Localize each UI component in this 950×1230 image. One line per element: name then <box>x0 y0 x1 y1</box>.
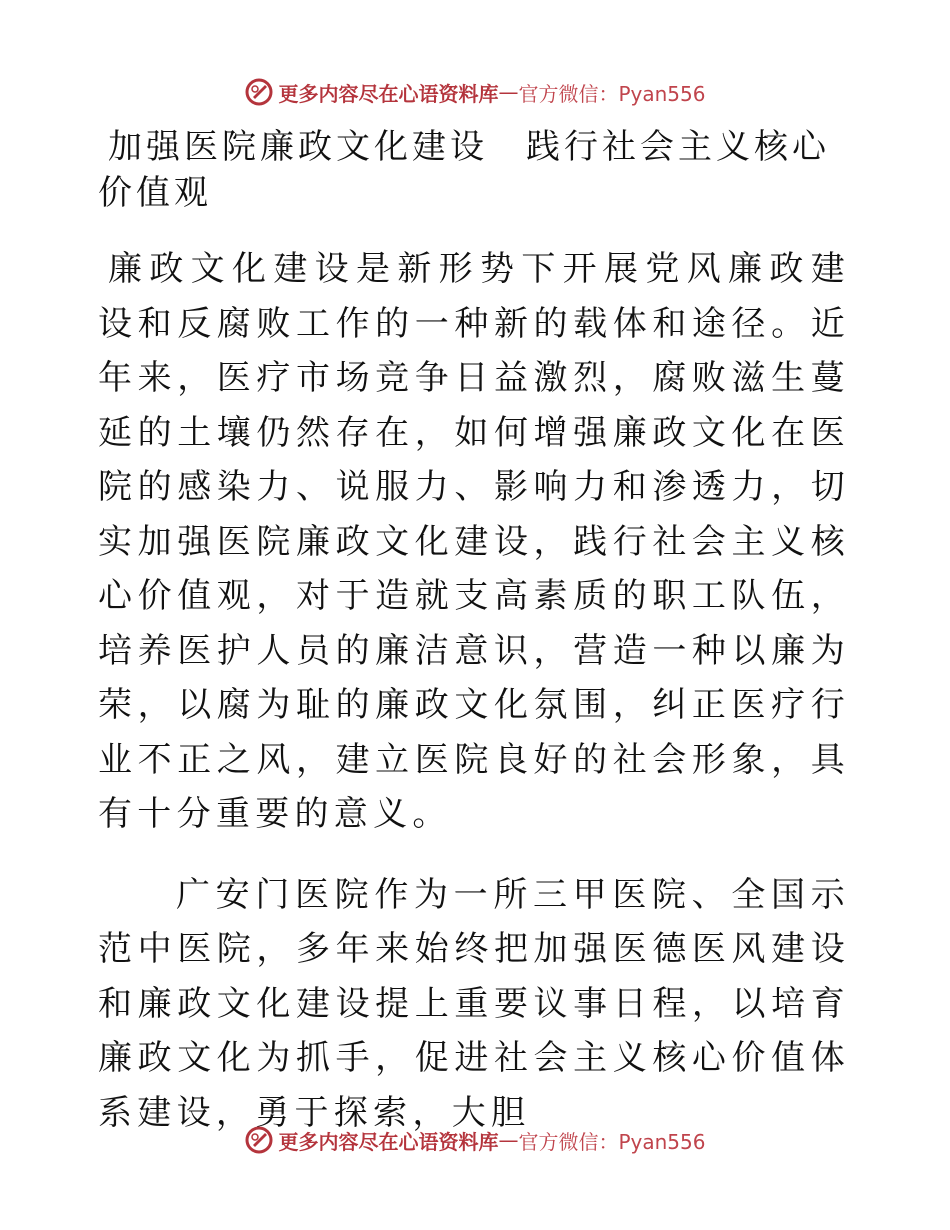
banner-dash: — <box>498 80 519 104</box>
banner-dash: — <box>498 1128 519 1152</box>
document-body <box>98 124 850 1140</box>
banner-slogan: 更多内容尽在心语资料库 <box>278 81 499 106</box>
banner-account: 官方微信：Pyan556 <box>518 81 706 106</box>
banner-slogan: 更多内容尽在心语资料库 <box>278 1129 499 1154</box>
paragraph-1: 廉政文化建设是新形势下开展党风廉政建设和反腐败工作的一种新的载体和途径。近年来，医疗市场竞争日益激烈，腐败滋生蔓延的土壤仍然存在，如何增强廉政文化在医院的感染力、说服力、影响力和渗透力，切实加强医院廉政文化建设，践行社会主义核心价值观，对于造就支高素质的职工队伍，培养医护人员的廉洁意识，营造一种以廉为荣，以腐为耻的廉政文化氛围，纠正医疗行业不正之风，建立医院良好的社会形象，具有十分重要的意义。 <box>98 249 850 834</box>
brand-logo-icon <box>244 1125 274 1155</box>
brand-logo-icon <box>244 77 274 107</box>
paragraph-2: 广安门医院作为一所三甲医院、全国示范中医院，多年来始终把加强医德医风建设和廉政文化建设提上重要议事日程，以培育廉政文化为抓手，促进社会主义核心价值体系建设，勇于探索，大胆 <box>98 874 850 1133</box>
banner-account: 官方微信：Pyan556 <box>518 1129 706 1154</box>
document-title: 加强医院廉政文化建设 践行社会主义核心价值观 <box>98 127 830 213</box>
footer-banner <box>0 1120 950 1160</box>
header-banner <box>0 72 950 112</box>
